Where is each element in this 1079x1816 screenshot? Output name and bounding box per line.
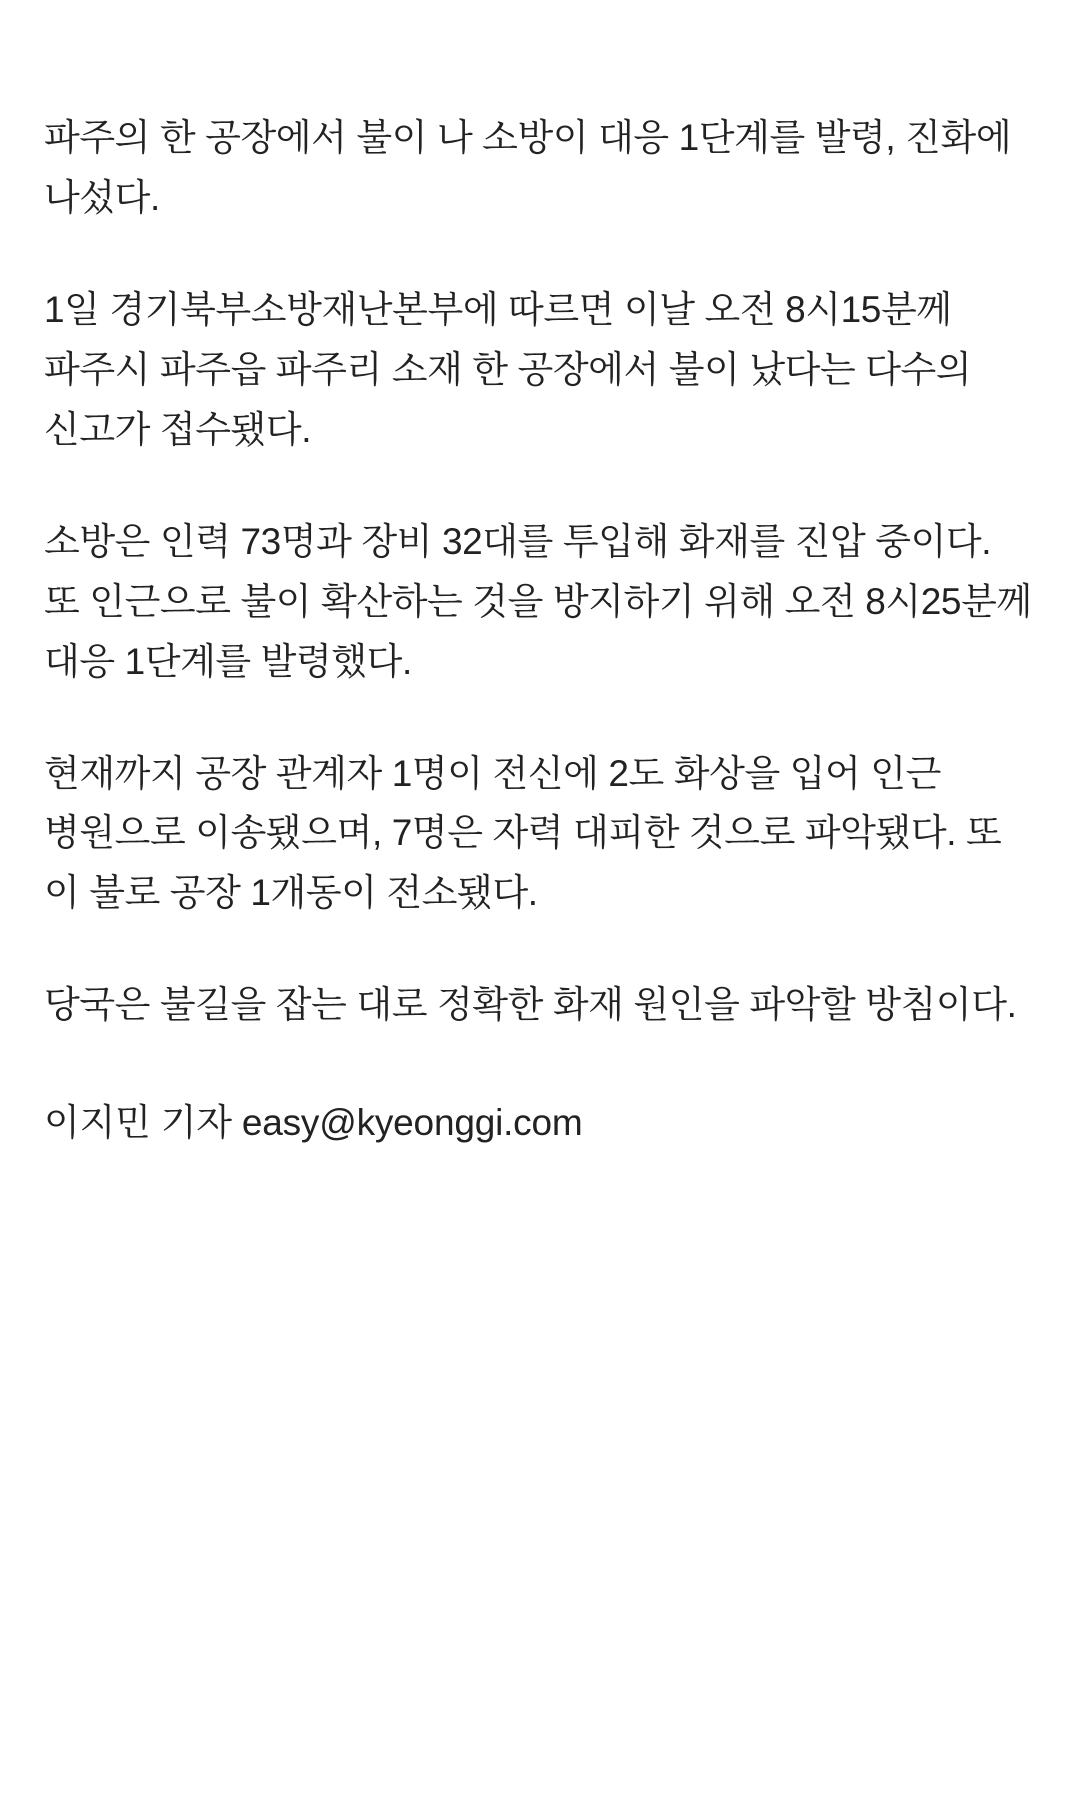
article-paragraph: 현재까지 공장 관계자 1명이 전신에 2도 화상을 입어 인근 병원으로 이송됐으며, 7명은 자력 대피한 것으로 파악됐다. 또 이 불로 공장 1개동이 전소됐다.: [44, 752, 1002, 914]
article-paragraph: 1일 경기북부소방재난본부에 따르면 이날 오전 8시15분께 파주시 파주읍 파주리 소재 한 공장에서 불이 났다는 다수의 신고가 접수됐다.: [44, 288, 972, 450]
article-paragraph: 소방은 인력 73명과 장비 32대를 투입해 화재를 진압 중이다. 또 인근으로 불이 확산하는 것을 방지하기 위해 오전 8시25분께 대응 1단계를 발령했다.: [44, 520, 1032, 682]
reporter-byline: 이지민 기자 easy@kyeonggi.com: [44, 1102, 583, 1144]
article-paragraph: 파주의 한 공장에서 불이 나 소방이 대응 1단계를 발령, 진화에 나섰다.: [44, 117, 1012, 218]
article-paragraph: 당국은 불길을 잡는 대로 정확한 화재 원인을 파악할 방침이다.: [44, 984, 1017, 1026]
